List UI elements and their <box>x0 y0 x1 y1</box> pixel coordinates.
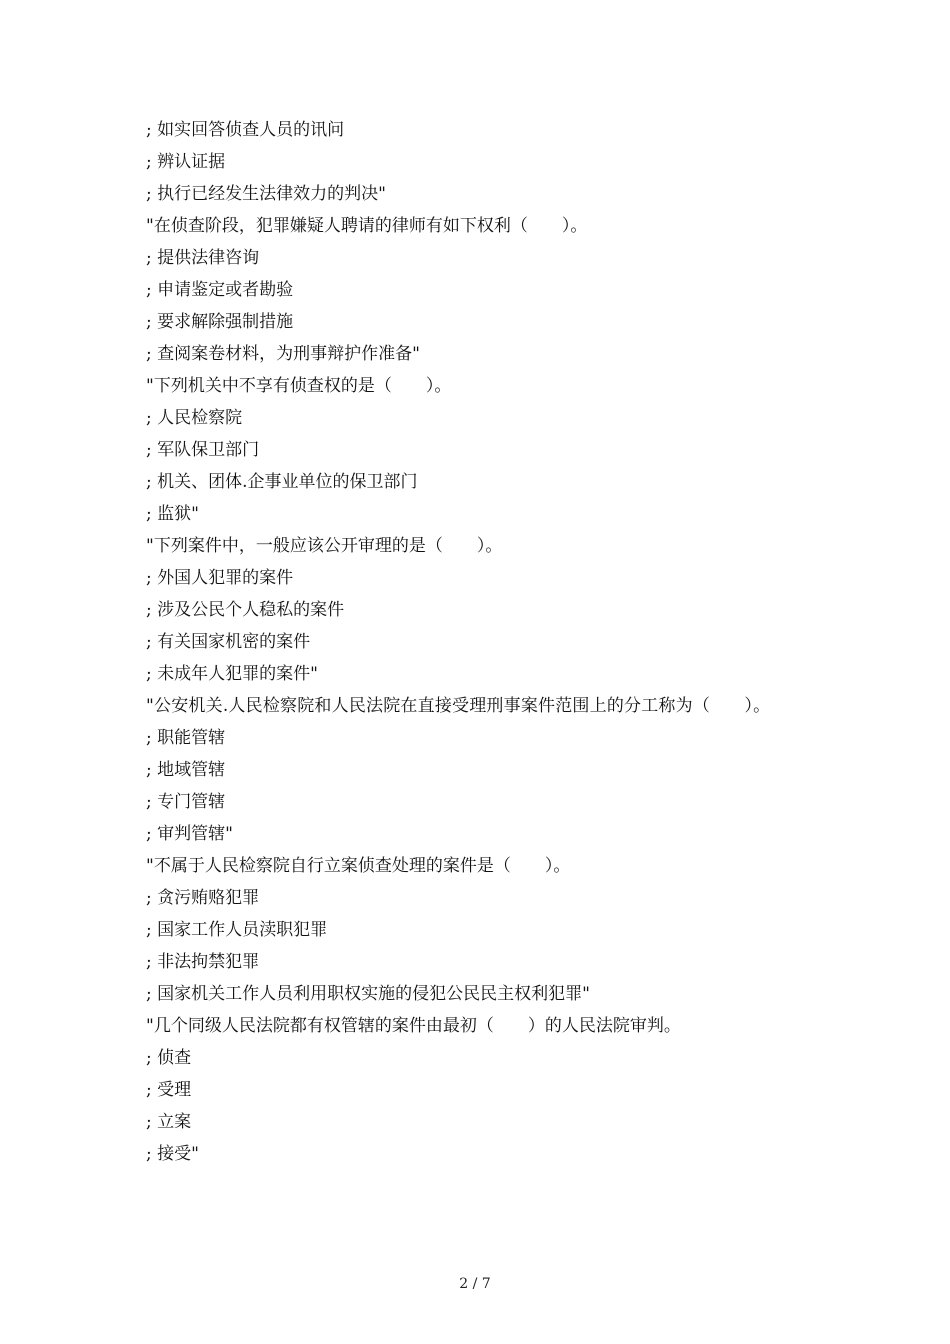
text-line: ; 未成年人犯罪的案件" <box>146 664 318 684</box>
question-line: "下列案件中，一般应该公开审理的是（ ）。 <box>146 536 503 556</box>
text-line: ; 查阅案卷材料，为刑事辩护作准备" <box>146 344 420 364</box>
text-line: ; 人民检察院 <box>146 408 243 428</box>
text-line: ; 如实回答侦查人员的讯问 <box>146 120 345 140</box>
text-line: ; 审判管辖" <box>146 824 233 844</box>
page-number: 2 / 7 <box>459 1276 491 1292</box>
text-line: ; 执行已经发生法律效力的判决" <box>146 184 386 204</box>
question-line: "下列机关中不享有侦查权的是（ ）。 <box>146 376 452 396</box>
text-line: ; 接受" <box>146 1144 199 1164</box>
text-line: ; 职能管辖 <box>146 728 226 748</box>
text-line: ; 贪污贿赂犯罪 <box>146 888 260 908</box>
question-line: "在侦查阶段，犯罪嫌疑人聘请的律师有如下权利（ ）。 <box>146 216 588 236</box>
text-line: ; 申请鉴定或者勘验 <box>146 280 294 300</box>
text-line: ; 有关国家机密的案件 <box>146 632 311 652</box>
text-line: ; 国家工作人员渎职犯罪 <box>146 920 328 940</box>
question-line: "不属于人民检察院自行立案侦查处理的案件是（ ）。 <box>146 856 571 876</box>
text-line: ; 提供法律咨询 <box>146 248 260 268</box>
text-line: ; 地域管辖 <box>146 760 226 780</box>
document-body <box>146 114 826 1170</box>
text-line: ; 监狱" <box>146 504 199 524</box>
text-line: ; 非法拘禁犯罪 <box>146 952 260 972</box>
text-line: ; 专门管辖 <box>146 792 226 812</box>
question-line: "公安机关.人民检察院和人民法院在直接受理刑事案件范围上的分工称为（ ）。 <box>146 696 771 716</box>
text-line: ; 军队保卫部门 <box>146 440 260 460</box>
text-line: ; 受理 <box>146 1080 192 1100</box>
text-line: ; 机关、团体.企事业单位的保卫部门 <box>146 472 418 492</box>
text-line: ; 侦查 <box>146 1048 192 1068</box>
question-line: "几个同级人民法院都有权管辖的案件由最初（ ）的人民法院审判。 <box>146 1016 681 1036</box>
text-line: ; 辨认证据 <box>146 152 226 172</box>
text-line: ; 要求解除强制措施 <box>146 312 294 332</box>
text-line: ; 立案 <box>146 1112 192 1132</box>
text-line: ; 涉及公民个人稳私的案件 <box>146 600 345 620</box>
text-line: ; 外国人犯罪的案件 <box>146 568 294 588</box>
text-line: ; 国家机关工作人员利用职权实施的侵犯公民民主权利犯罪" <box>146 984 590 1004</box>
